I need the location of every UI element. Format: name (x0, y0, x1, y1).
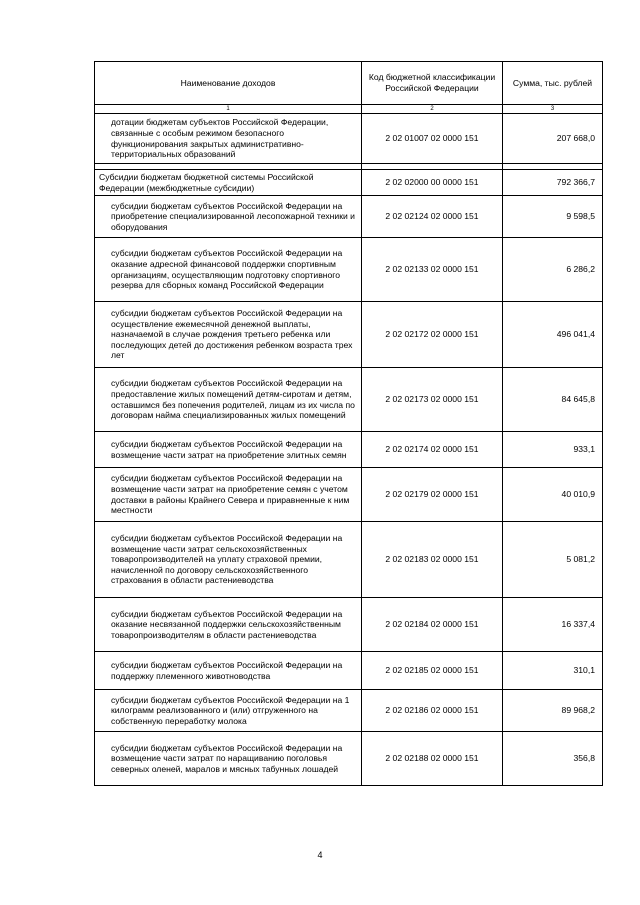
row-name: субсидии бюджетам субъектов Российской Федерации на предоставление жилых помещений детям-сиротам и детям, оставшимся без попечения родителей, лицам из их числа по договорам найма специализированных жилых помещений (95, 368, 362, 432)
row-name: субсидии бюджетам субъектов Российской Федерации на 1 килограмм реализованного и (или) отгруженного на собственную переработку молока (95, 690, 362, 732)
column-number-1: 1 (95, 105, 362, 114)
table-row (95, 432, 603, 468)
row-code: 2 02 02186 02 0000 151 (362, 690, 503, 732)
row-code: 2 02 02188 02 0000 151 (362, 732, 503, 786)
table-header-row (95, 62, 603, 105)
row-sum: 40 010,9 (503, 468, 603, 522)
row-name: субсидии бюджетам субъектов Российской Федерации на осуществление ежемесячной денежной выплаты, назначаемой в случае рождения третьего ребенка или последующих детей до достижения ребенком возраста трех лет (95, 302, 362, 368)
row-sum: 496 041,4 (503, 302, 603, 368)
revenue-table (94, 61, 603, 786)
row-sum: 16 337,4 (503, 598, 603, 652)
row-name: Субсидии бюджетам бюджетной системы Российской Федерации (межбюджетные субсидии) (95, 170, 362, 196)
table-row (95, 196, 603, 238)
row-name: субсидии бюджетам субъектов Российской Федерации на оказание адресной финансовой поддержки спортивным организациям, осуществляющим подготовку спортивного резерва для сборных команд Российской Федерации (95, 238, 362, 302)
row-code: 2 02 02185 02 0000 151 (362, 652, 503, 690)
row-code: 2 02 02184 02 0000 151 (362, 598, 503, 652)
row-name: субсидии бюджетам субъектов Российской Федерации на возмещение части затрат сельскохозяйственных товаропроизводителей на уплату страховой премии, начисленной по договору сельскохозяйственного страхования в области растениеводства (95, 522, 362, 598)
row-sum: 207 668,0 (503, 114, 603, 164)
row-sum: 310,1 (503, 652, 603, 690)
row-name: субсидии бюджетам субъектов Российской Федерации на приобретение специализированной лесопожарной техники и оборудования (95, 196, 362, 238)
table-row (95, 302, 603, 368)
row-name: дотации бюджетам субъектов Российской Федерации, связанные с особым режимом безопасного функционирования закрытых административно-территориальных образований (95, 114, 362, 164)
table-row (95, 238, 603, 302)
row-code: 2 02 02000 00 0000 151 (362, 170, 503, 196)
table-row (95, 732, 603, 786)
row-code: 2 02 02173 02 0000 151 (362, 368, 503, 432)
row-sum: 6 286,2 (503, 238, 603, 302)
column-number-2: 2 (362, 105, 503, 114)
row-sum: 9 598,5 (503, 196, 603, 238)
header-sum: Сумма, тыс. рублей (503, 62, 603, 105)
table-row (95, 170, 603, 196)
revenue-table-container (94, 61, 602, 786)
row-sum: 356,8 (503, 732, 603, 786)
row-name: субсидии бюджетам субъектов Российской Федерации на поддержку племенного животноводства (95, 652, 362, 690)
row-code: 2 02 02179 02 0000 151 (362, 468, 503, 522)
row-code: 2 02 02133 02 0000 151 (362, 238, 503, 302)
row-code: 2 02 02174 02 0000 151 (362, 432, 503, 468)
header-name: Наименование доходов (95, 62, 362, 105)
row-sum: 89 968,2 (503, 690, 603, 732)
table-row (95, 522, 603, 598)
column-number-row (95, 105, 603, 114)
row-code: 2 02 01007 02 0000 151 (362, 114, 503, 164)
row-sum: 792 366,7 (503, 170, 603, 196)
row-code: 2 02 02124 02 0000 151 (362, 196, 503, 238)
table-row (95, 368, 603, 432)
table-row (95, 652, 603, 690)
row-sum: 5 081,2 (503, 522, 603, 598)
table-row (95, 598, 603, 652)
header-code: Код бюджетной классификации Российской Федерации (362, 62, 503, 105)
row-sum: 933,1 (503, 432, 603, 468)
page-number: 4 (317, 850, 323, 860)
row-name: субсидии бюджетам субъектов Российской Федерации на возмещение части затрат на приобретение элитных семян (95, 432, 362, 468)
row-name: субсидии бюджетам субъектов Российской Федерации на возмещение части затрат на приобретение семян с учетом доставки в районы Крайнего Севера и приравненные к ним местности (95, 468, 362, 522)
row-code: 2 02 02172 02 0000 151 (362, 302, 503, 368)
table-row (95, 468, 603, 522)
row-code: 2 02 02183 02 0000 151 (362, 522, 503, 598)
table-row (95, 690, 603, 732)
row-name: субсидии бюджетам субъектов Российской Федерации на возмещение части затрат по наращиванию поголовья северных оленей, маралов и мясных табунных лошадей (95, 732, 362, 786)
row-name: субсидии бюджетам субъектов Российской Федерации на оказание несвязанной поддержки сельскохозяйственным товаропроизводителям в области растениеводства (95, 598, 362, 652)
table-row (95, 114, 603, 164)
column-number-3: 3 (503, 105, 603, 114)
row-sum: 84 645,8 (503, 368, 603, 432)
